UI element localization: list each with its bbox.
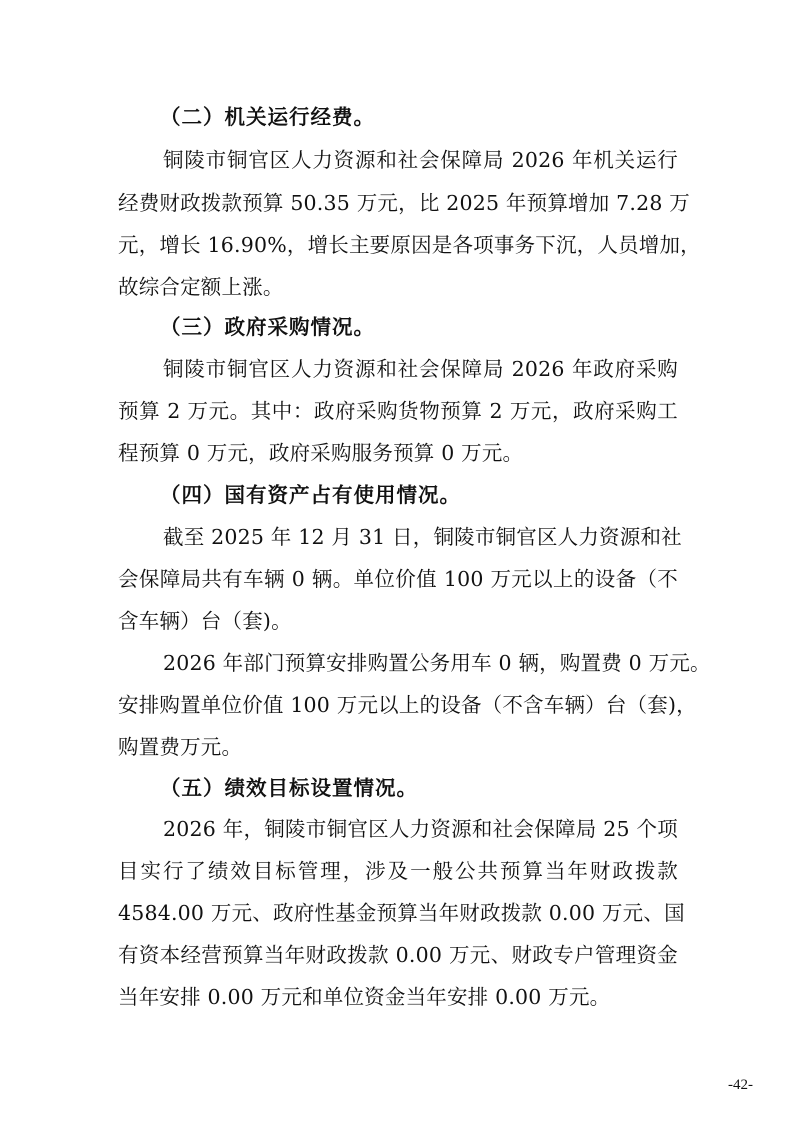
paragraph-line: 安排购置单位价值 100 万元以上的设备（不含车辆）台（套)， [118, 693, 697, 717]
paragraph-line: 2026 年，铜陵市铜官区人力资源和社会保障局 25 个项 [163, 817, 678, 841]
section-heading-operating-expenses: （二）机关运行经费。 [160, 105, 375, 129]
paragraph-line: 会保障局共有车辆 0 辆。单位价值 100 万元以上的设备（不 [118, 567, 678, 591]
paragraph-line: 购置费万元。 [118, 735, 243, 759]
page-number: -42- [728, 1077, 753, 1093]
paragraph-line: 经费财政拨款预算 50.35 万元，比 2025 年预算增加 7.28 万 [118, 191, 690, 215]
paragraph-line: 截至 2025 年 12 月 31 日，铜陵市铜官区人力资源和社 [163, 525, 682, 549]
paragraph-line: 有资本经营预算当年财政拨款 0.00 万元、财政专户管理资金 [118, 943, 678, 967]
paragraph-line: 程预算 0 万元，政府采购服务预算 0 万元。 [118, 441, 524, 465]
paragraph-line: 元，增长 16.90%，增长主要原因是各项事务下沉，人员增加， [118, 233, 701, 257]
paragraph-line: 含车辆）台（套)。 [118, 609, 292, 633]
paragraph-line: 当年安排 0.00 万元和单位资金当年安排 0.00 万元。 [118, 985, 611, 1009]
paragraph-line: 4584.00 万元、政府性基金预算当年财政拨款 0.00 万元、国 [118, 901, 685, 925]
paragraph-line: 预算 2 万元。其中：政府采购货物预算 2 万元，政府采购工 [118, 399, 678, 423]
paragraph-line: 铜陵市铜官区人力资源和社会保障局 2026 年机关运行 [163, 148, 678, 172]
paragraph-line: 2026 年部门预算安排购置公务用车 0 辆，购置费 0 万元。 [163, 651, 711, 675]
paragraph-line: 故综合定额上涨。 [118, 275, 284, 299]
section-heading-performance-targets: （五）绩效目标设置情况。 [160, 776, 418, 800]
paragraph-line: 目实行了绩效目标管理，涉及一般公共预算当年财政拨款 [118, 859, 678, 883]
paragraph-line: 铜陵市铜官区人力资源和社会保障局 2026 年政府采购 [163, 357, 678, 381]
section-heading-procurement: （三）政府采购情况。 [160, 315, 375, 339]
section-heading-state-assets: （四）国有资产占有使用情况。 [160, 483, 461, 507]
